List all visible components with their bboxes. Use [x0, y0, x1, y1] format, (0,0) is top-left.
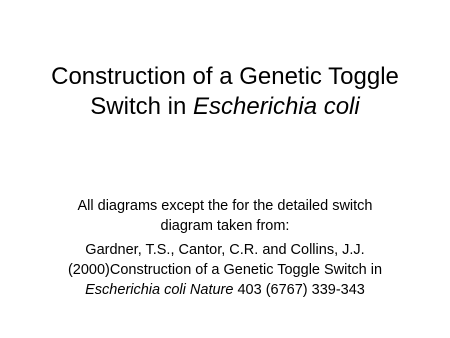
citation — [15, 240, 435, 300]
citation-journal-name: Nature — [189, 282, 234, 298]
subtitle-line-1: All diagrams except the for the detailed switch — [77, 198, 373, 214]
citation-line-1: Gardner, T.S., Cantor, C.R. and Collins, J.J. — [85, 242, 365, 258]
citation-volume-pages: 403 (6767) 339-343 — [233, 282, 365, 298]
subtitle-line-2: diagram taken from: — [160, 218, 290, 234]
slide-title — [0, 62, 450, 122]
slide-subtitle — [20, 196, 430, 236]
citation-line-2: (2000)Construction of a Genetic Toggle Switch in — [67, 262, 383, 278]
title-species-name: Escherichia coli — [192, 93, 360, 120]
title-line-2-prefix: Switch in — [90, 93, 193, 120]
title-line-1: Construction of a Genetic Toggle — [51, 63, 399, 90]
citation-species-name: Escherichia coli — [85, 282, 186, 298]
